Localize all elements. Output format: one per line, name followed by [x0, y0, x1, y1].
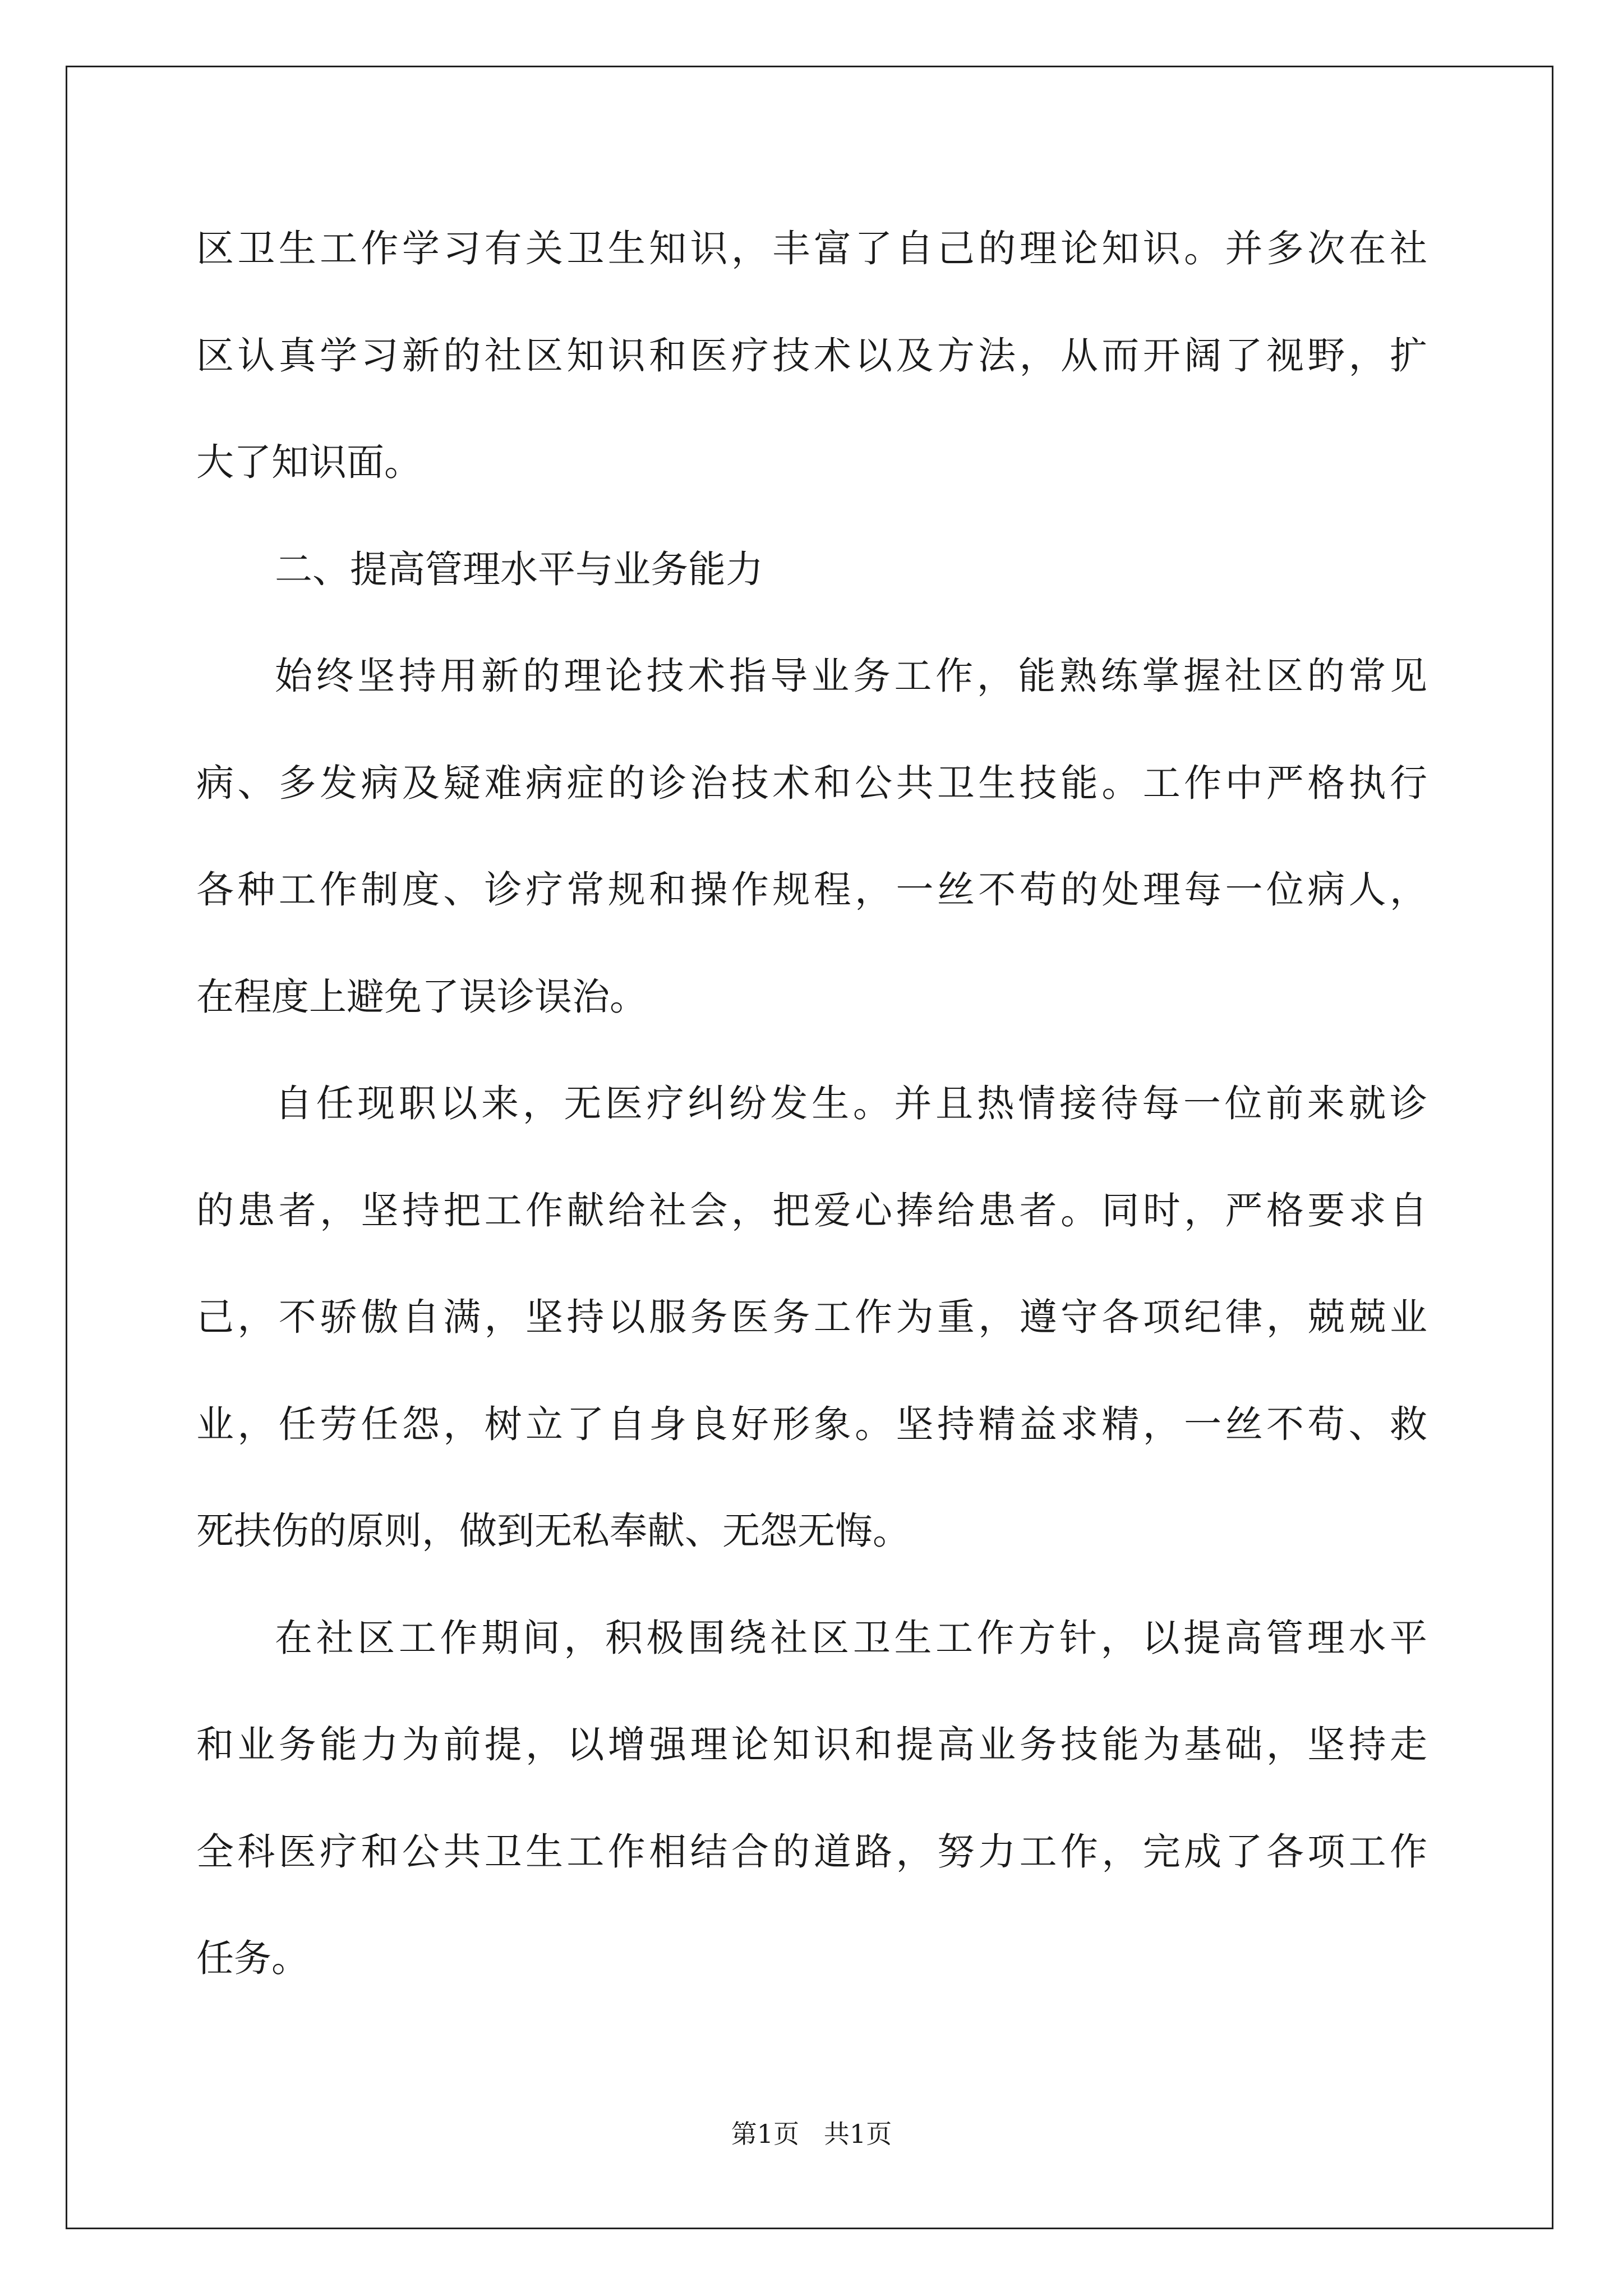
text-line: 在程度上避免了误诊误治。 [196, 974, 647, 1019]
paragraph [196, 623, 1427, 1050]
section-heading [196, 516, 1427, 623]
text-line: 自任现职以来，无医疗纠纷发生。并且热情接待每一位前来就诊 [275, 1082, 1427, 1125]
text-line: 任务。 [196, 1936, 309, 1980]
text-line: 和业务能力为前提，以增强理论知识和提高业务技能为基础，坚持走 [196, 1723, 1427, 1766]
page-number-footer: 第1页 共1页 [731, 2119, 892, 2149]
text-line: 病、多发病及疑难病症的诊治技术和公共卫生技能。工作中严格执行 [196, 761, 1427, 805]
paragraph [196, 195, 1427, 516]
text-line: 在社区工作期间，积极围绕社区卫生工作方针，以提高管理水平 [275, 1616, 1427, 1660]
text-line: 死扶伤的原则，做到无私奉献、无怨无悔。 [196, 1509, 910, 1553]
text-line: 始终坚持用新的理论技术指导业务工作，能熟练掌握社区的常见 [275, 654, 1427, 698]
paragraph [196, 1585, 1427, 2012]
text-line: 二、提高管理水平与业务能力 [275, 547, 763, 591]
text-line: 区卫生工作学习有关卫生知识，丰富了自己的理论知识。并多次在社 [196, 227, 1427, 270]
document-body [196, 195, 1427, 2012]
text-line: 各种工作制度、诊疗常规和操作规程，一丝不苟的处理每一位病人， [196, 868, 1427, 912]
text-line: 区认真学习新的社区知识和医疗技术以及方法，从而开阔了视野，扩 [196, 333, 1427, 378]
text-line: 大了知识面。 [196, 440, 422, 484]
text-line: 业，任劳任怨，树立了自身良好形象。坚持精益求精，一丝不苟、救 [196, 1402, 1427, 1446]
text-line: 的患者，坚持把工作献给社会，把爱心捧给患者。同时，严格要求自 [196, 1188, 1427, 1232]
paragraph [196, 1050, 1427, 1585]
text-line: 全科医疗和公共卫生工作相结合的道路，努力工作，完成了各项工作 [196, 1829, 1427, 1874]
text-line: 己，不骄傲自满，坚持以服务医务工作为重，遵守各项纪律，兢兢业 [196, 1295, 1427, 1339]
